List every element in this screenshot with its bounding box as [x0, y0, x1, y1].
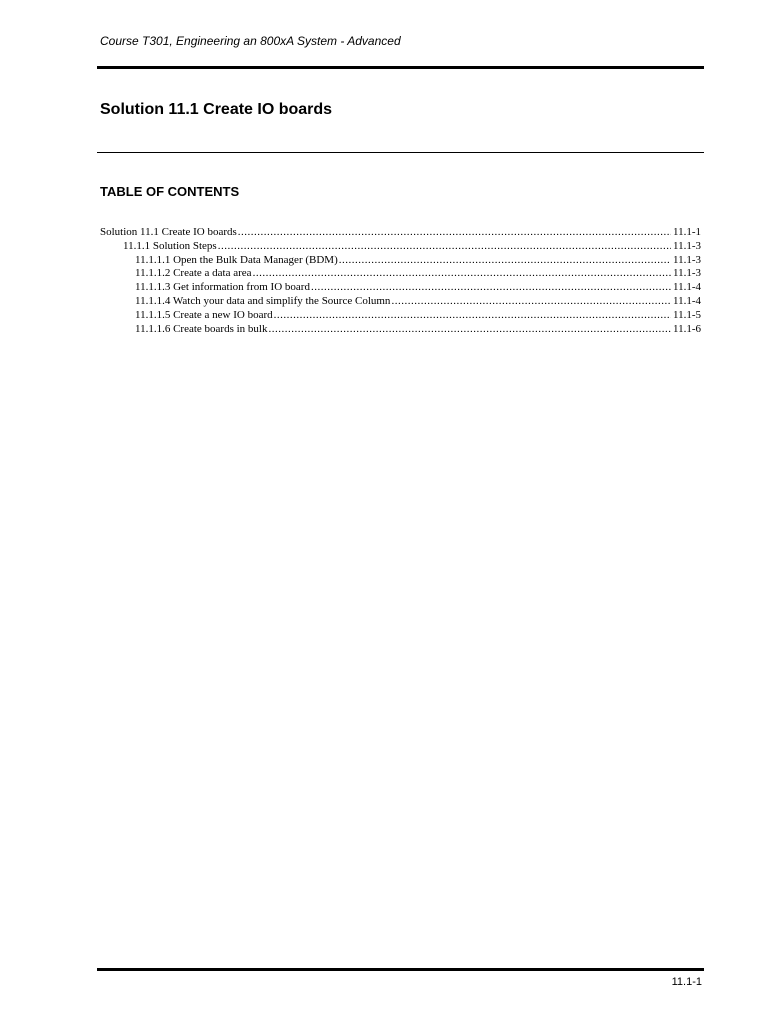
toc-entry-11-1-1-2[interactable] [100, 267, 701, 281]
toc-dot-leader [274, 309, 671, 323]
toc-dot-leader [311, 281, 671, 295]
toc-entry-page: 11.1-3 [672, 253, 701, 266]
header-rule [97, 66, 704, 69]
toc-entry-text: 11.1.1.2 Create a data area [135, 267, 252, 280]
toc-entry-page: 11.1-1 [672, 226, 701, 238]
toc-entry-text: 11.1.1.4 Watch your data and simplify the Source Column [135, 294, 391, 307]
toc-entry-text: Solution 11.1 Create IO boards [100, 226, 237, 238]
toc-entry-11-1-1-4[interactable] [100, 295, 701, 309]
toc-entry-page: 11.1-3 [672, 267, 701, 280]
toc-dot-leader [253, 267, 671, 281]
toc-entry-page: 11.1-6 [672, 322, 701, 335]
toc-dot-leader [339, 254, 671, 268]
footer-rule [97, 968, 704, 971]
toc-entry-solution-11-1[interactable] [100, 226, 701, 240]
toc-dot-leader [268, 323, 671, 337]
toc-entry-text: 11.1.1.5 Create a new IO board [135, 308, 273, 321]
toc-entry-page: 11.1-4 [672, 281, 701, 294]
toc-entry-11-1-1-6[interactable] [100, 323, 701, 337]
toc-dot-leader [218, 240, 671, 254]
toc-entry-text: 11.1.1 Solution Steps [123, 239, 217, 252]
toc-entry-text: 11.1.1.3 Get information from IO board [135, 281, 310, 294]
title-rule [97, 152, 704, 153]
toc-entry-page: 11.1-5 [672, 308, 701, 321]
toc-entry-11-1-1[interactable] [100, 240, 701, 254]
table-of-contents [100, 226, 701, 336]
document-title: Solution 11.1 Create IO boards [100, 101, 333, 118]
toc-dot-leader [238, 226, 671, 240]
toc-entry-page: 11.1-3 [672, 239, 701, 252]
toc-heading: TABLE OF CONTENTS [100, 184, 240, 199]
toc-entry-text: 11.1.1.6 Create boards in bulk [135, 322, 268, 335]
toc-entry-11-1-1-5[interactable] [100, 309, 701, 323]
toc-dot-leader [391, 295, 671, 309]
page-number: 11.1-1 [671, 976, 702, 988]
toc-entry-11-1-1-3[interactable] [100, 281, 701, 295]
running-head: Course T301, Engineering an 800xA System - Advanced [100, 34, 401, 48]
toc-entry-page: 11.1-4 [672, 294, 701, 307]
toc-entry-text: 11.1.1.1 Open the Bulk Data Manager (BDM) [135, 253, 338, 266]
toc-entry-11-1-1-1[interactable] [100, 254, 701, 268]
